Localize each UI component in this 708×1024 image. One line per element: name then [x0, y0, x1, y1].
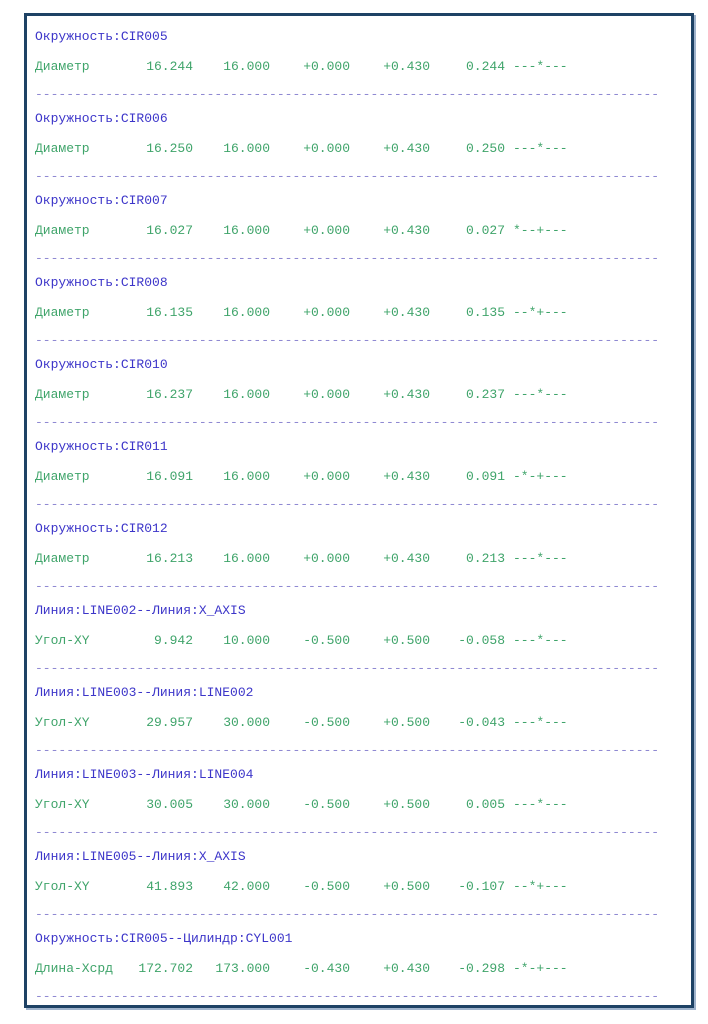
tolerance-graph: *--+--- — [513, 223, 568, 238]
measured-value: 9.942 — [153, 633, 193, 648]
measurement-section — [35, 677, 683, 759]
tolerance-graph: --*+--- — [513, 879, 568, 894]
param-label: Диаметр — [35, 141, 90, 156]
upper-tolerance: +0.430 — [383, 223, 430, 238]
deviation-value: -0.107 — [458, 879, 505, 894]
upper-tolerance: +0.430 — [383, 141, 430, 156]
lower-tolerance: +0.000 — [303, 59, 350, 74]
measurement-row — [35, 59, 683, 75]
param-label: Диаметр — [35, 59, 90, 74]
measurement-row — [35, 469, 683, 485]
feature-title: Окружность:CIR005 — [35, 29, 168, 44]
separator-line: -------------------------------------------------------------------------------- — [35, 333, 660, 348]
measurement-report-page — [24, 13, 694, 1008]
separator-line: -------------------------------------------------------------------------------- — [35, 497, 660, 512]
param-label: Диаметр — [35, 551, 90, 566]
report-sections — [35, 21, 683, 1005]
deviation-value: 0.005 — [465, 797, 505, 812]
measured-value: 41.893 — [146, 879, 193, 894]
measurement-section — [35, 841, 683, 923]
measurement-row — [35, 551, 683, 567]
feature-title: Окружность:CIR005--Цилиндр:CYL001 — [35, 931, 293, 946]
measured-value: 16.237 — [146, 387, 193, 402]
nominal-value: 16.000 — [223, 59, 270, 74]
separator-line: -------------------------------------------------------------------------------- — [35, 907, 660, 922]
measurement-section — [35, 21, 683, 103]
nominal-value: 173.000 — [215, 961, 270, 976]
lower-tolerance: +0.000 — [303, 141, 350, 156]
tolerance-graph: ---*--- — [513, 633, 568, 648]
measurement-row — [35, 223, 683, 239]
tolerance-graph: ---*--- — [513, 141, 568, 156]
deviation-value: 0.027 — [465, 223, 505, 238]
tolerance-graph: ---*--- — [513, 797, 568, 812]
measurement-section — [35, 759, 683, 841]
deviation-value: -0.058 — [458, 633, 505, 648]
measured-value: 16.244 — [146, 59, 193, 74]
upper-tolerance: +0.500 — [383, 715, 430, 730]
lower-tolerance: +0.000 — [303, 387, 350, 402]
separator-line: -------------------------------------------------------------------------------- — [35, 661, 660, 676]
feature-title: Линия:LINE003--Линия:LINE004 — [35, 767, 254, 782]
upper-tolerance: +0.500 — [383, 797, 430, 812]
feature-title: Окружность:CIR007 — [35, 193, 168, 208]
deviation-value: 0.250 — [465, 141, 505, 156]
feature-title: Окружность:CIR011 — [35, 439, 168, 454]
feature-title: Окружность:CIR012 — [35, 521, 168, 536]
measurement-row — [35, 961, 683, 977]
deviation-value: 0.091 — [465, 469, 505, 484]
upper-tolerance: +0.500 — [383, 879, 430, 894]
measurement-section — [35, 185, 683, 267]
tolerance-graph: ---*--- — [513, 387, 568, 402]
measurement-section — [35, 513, 683, 595]
upper-tolerance: +0.430 — [383, 961, 430, 976]
measurement-row — [35, 715, 683, 731]
measured-value: 16.250 — [146, 141, 193, 156]
tolerance-graph: ---*--- — [513, 59, 568, 74]
measured-value: 16.091 — [146, 469, 193, 484]
feature-title: Линия:LINE003--Линия:LINE002 — [35, 685, 254, 700]
measured-value: 16.027 — [146, 223, 193, 238]
feature-title: Линия:LINE002--Линия:X_AXIS — [35, 603, 246, 618]
measurement-row — [35, 305, 683, 321]
tolerance-graph: ---*--- — [513, 551, 568, 566]
deviation-value: 0.244 — [465, 59, 505, 74]
param-label: Диаметр — [35, 305, 90, 320]
tolerance-graph: -*-+--- — [513, 469, 568, 484]
measurement-row — [35, 633, 683, 649]
upper-tolerance: +0.430 — [383, 305, 430, 320]
lower-tolerance: +0.000 — [303, 551, 350, 566]
nominal-value: 16.000 — [223, 551, 270, 566]
lower-tolerance: -0.500 — [303, 715, 350, 730]
tolerance-graph: -*-+--- — [513, 961, 568, 976]
lower-tolerance: +0.000 — [303, 223, 350, 238]
upper-tolerance: +0.500 — [383, 633, 430, 648]
param-label: Диаметр — [35, 387, 90, 402]
measurement-section — [35, 267, 683, 349]
nominal-value: 16.000 — [223, 305, 270, 320]
tolerance-graph: ---*--- — [513, 715, 568, 730]
feature-title: Окружность:CIR006 — [35, 111, 168, 126]
param-label: Угол-XY — [35, 797, 90, 812]
deviation-value: -0.298 — [458, 961, 505, 976]
param-label: Угол-XY — [35, 879, 90, 894]
nominal-value: 30.000 — [223, 797, 270, 812]
separator-line: -------------------------------------------------------------------------------- — [35, 87, 660, 102]
measurement-row — [35, 879, 683, 895]
separator-line: -------------------------------------------------------------------------------- — [35, 415, 660, 430]
param-label: Диаметр — [35, 223, 90, 238]
lower-tolerance: -0.500 — [303, 879, 350, 894]
measured-value: 29.957 — [146, 715, 193, 730]
separator-line: -------------------------------------------------------------------------------- — [35, 251, 660, 266]
param-label: Диаметр — [35, 469, 90, 484]
param-label: Длина-Хсрд — [35, 961, 114, 976]
lower-tolerance: -0.500 — [303, 797, 350, 812]
measurement-section — [35, 595, 683, 677]
tolerance-graph: --*+--- — [513, 305, 568, 320]
nominal-value: 30.000 — [223, 715, 270, 730]
nominal-value: 16.000 — [223, 387, 270, 402]
upper-tolerance: +0.430 — [383, 59, 430, 74]
upper-tolerance: +0.430 — [383, 469, 430, 484]
param-label: Угол-XY — [35, 715, 90, 730]
deviation-value: 0.237 — [465, 387, 505, 402]
upper-tolerance: +0.430 — [383, 551, 430, 566]
lower-tolerance: -0.500 — [303, 633, 350, 648]
deviation-value: -0.043 — [458, 715, 505, 730]
feature-title: Окружность:CIR008 — [35, 275, 168, 290]
measured-value: 16.135 — [146, 305, 193, 320]
measurement-row — [35, 387, 683, 403]
lower-tolerance: +0.000 — [303, 469, 350, 484]
measurement-row — [35, 141, 683, 157]
deviation-value: 0.135 — [465, 305, 505, 320]
measurement-row — [35, 797, 683, 813]
param-label: Угол-XY — [35, 633, 90, 648]
measured-value: 30.005 — [146, 797, 193, 812]
measurement-section — [35, 923, 683, 1005]
measurement-section — [35, 349, 683, 431]
deviation-value: 0.213 — [465, 551, 505, 566]
lower-tolerance: +0.000 — [303, 305, 350, 320]
upper-tolerance: +0.430 — [383, 387, 430, 402]
feature-title: Окружность:CIR010 — [35, 357, 168, 372]
measured-value: 172.702 — [138, 961, 193, 976]
separator-line: -------------------------------------------------------------------------------- — [35, 743, 660, 758]
measured-value: 16.213 — [146, 551, 193, 566]
separator-line: -------------------------------------------------------------------------------- — [35, 989, 660, 1004]
nominal-value: 16.000 — [223, 223, 270, 238]
measurement-section — [35, 431, 683, 513]
nominal-value: 42.000 — [223, 879, 270, 894]
measurement-section — [35, 103, 683, 185]
lower-tolerance: -0.430 — [303, 961, 350, 976]
separator-line: -------------------------------------------------------------------------------- — [35, 579, 660, 594]
nominal-value: 16.000 — [223, 469, 270, 484]
feature-title: Линия:LINE005--Линия:X_AXIS — [35, 849, 246, 864]
nominal-value: 16.000 — [223, 141, 270, 156]
separator-line: -------------------------------------------------------------------------------- — [35, 169, 660, 184]
separator-line: -------------------------------------------------------------------------------- — [35, 825, 660, 840]
nominal-value: 10.000 — [223, 633, 270, 648]
